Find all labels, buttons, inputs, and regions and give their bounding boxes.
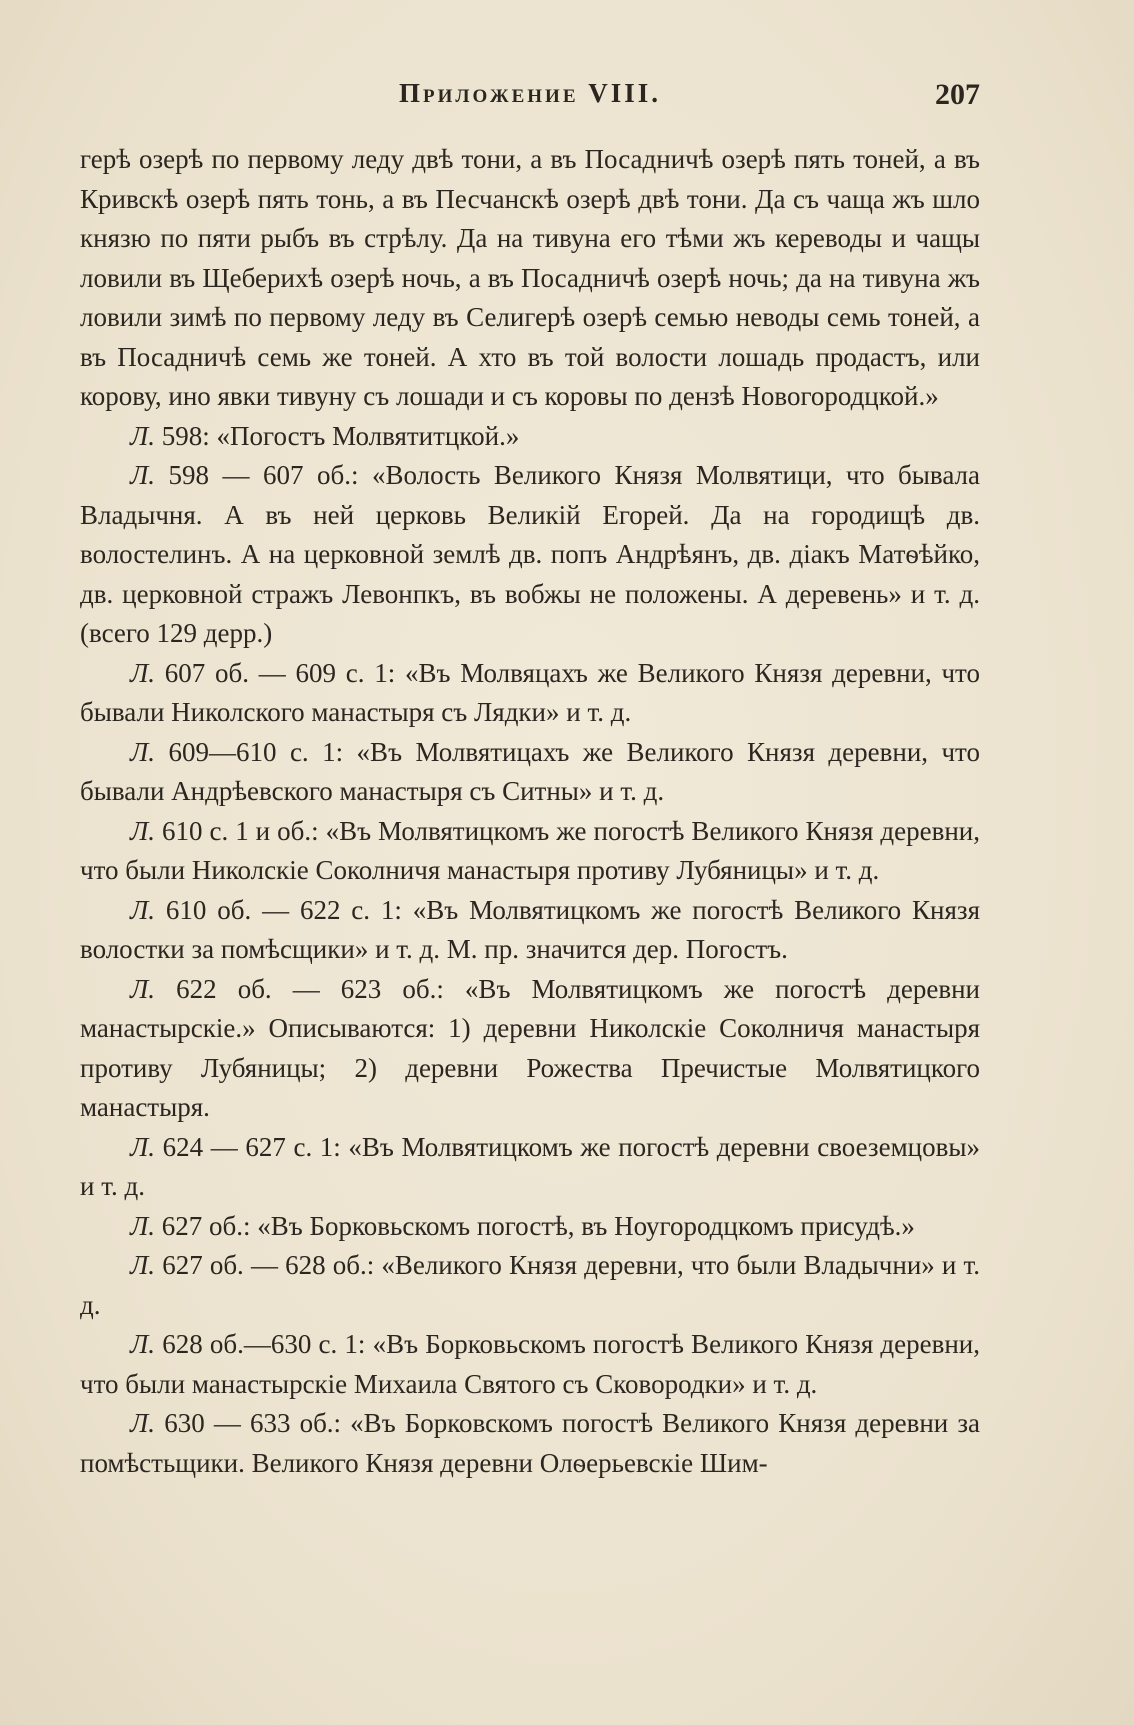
paragraph-text: 627 об.: «Въ Борковьскомъ погостѣ, въ Ноугородцкомъ присудѣ.» [161,1210,915,1241]
paragraph [80,1325,980,1404]
paragraph-text: 622 об. — 623 об.: «Въ Молвятицкомъ же погостѣ деревни манастырскіе.» Описываются: 1) деревни Николскіе Соколничя манастыря противу Лубяницы; 2) деревни Рожества Пречистые Молвятицкого манастыря. [80,973,981,1122]
leaf-reference: Л. [130,657,156,688]
page-number: 207 [935,78,980,111]
leaf-reference: Л. [130,973,156,1004]
paragraph-text: герѣ озерѣ по первому леду двѣ тони, а въ Посадничѣ озерѣ пять тоней, а въ Кривскѣ озерѣ пять тонь, а въ Песчанскѣ озерѣ двѣ тони. Да съ чаща жъ шло князю по пяти рыбъ въ стрѣлу. Да на тивуна его тѣми жъ кереводы и чащы ловили въ Щеберихѣ озерѣ ночь, а въ Посадничѣ озерѣ ночь; да на тивуна жъ ловили зимѣ по первому леду въ Селигерѣ озерѣ семью неводы семь тоней, а въ Посадничѣ семь же тоней. А хто въ той волости лошадь продастъ, или корову, ино явки тивуну съ лошади и съ коровы по дензѣ Новогородцкой.» [80,144,980,411]
paragraph-text: 598: «Погостъ Молвятитцкой.» [161,420,520,451]
paragraph [80,140,980,417]
paragraph-text: 610 с. 1 и об.: «Въ Молвятицкомъ же погостѣ Великого Князя деревни, что были Николскіе Соколничя манастыря противу Лубяницы» и т. д. [80,815,981,885]
leaf-reference: Л. [130,1329,156,1359]
paragraph-text: 627 об. — 628 об.: «Великого Князя деревни, что были Владычни» и т. д. [80,1250,981,1320]
paragraph [80,891,980,970]
leaf-reference: Л. [130,1210,156,1241]
paragraph [80,654,980,733]
paragraph [80,456,980,654]
running-title: Приложение VIII. [398,78,662,108]
paragraph [80,1207,980,1247]
paragraph-text: 628 об.—630 с. 1: «Въ Борковьскомъ погостѣ Великого Князя деревни, что были манастырскіе Михаила Святого съ Сковородки» и т. д. [80,1329,981,1399]
paragraph [80,1404,980,1483]
paragraph-text: 630 — 633 об.: «Въ Борковскомъ погостѣ Великого Князя деревни за помѣстьщики. Великого Князя деревни Олѳерьевскіе Шим- [80,1408,981,1478]
leaf-reference: Л. [130,1131,156,1162]
leaf-reference: Л. [130,894,156,925]
paragraph [80,417,980,457]
paragraph [80,970,980,1128]
body-text [80,140,980,1483]
paragraph [80,812,980,891]
paragraph [80,1246,980,1325]
paragraph-text: 598 — 607 об.: «Волость Великого Князя Молвятици, что бывала Владычня. А въ ней церковь Великій Егорей. Да на городищѣ дв. волостелинъ. А на церковной землѣ дв. попъ Андрѣянъ, дв. діакъ Матѳѣйко, дв. церковной стражъ Левонпкъ, въ вобжы не положены. А деревень» и т. д. (всего 129 дерр.) [80,460,981,648]
leaf-reference: Л. [130,1408,156,1438]
paragraph-text: 609—610 с. 1: «Въ Молвятицахъ же Великого Князя деревни, что бывали Андрѣевского манастыря съ Ситны» и т. д. [80,736,980,806]
paragraph [80,1128,980,1207]
paragraph-text: 624 — 627 с. 1: «Въ Молвятицкомъ же погостѣ деревни своеземцовы» и т. д. [80,1131,980,1201]
leaf-reference: Л. [130,736,156,767]
running-head [80,78,980,118]
leaf-reference: Л. [130,815,156,846]
leaf-reference: Л. [130,460,156,490]
leaf-reference: Л. [130,1250,156,1280]
paragraph-text: 607 об. — 609 с. 1: «Въ Молвяцахъ же Великого Князя деревни, что бывали Николского манастыря съ Лядки» и т. д. [80,657,980,727]
paragraph [80,733,980,812]
paragraph-text: 610 об. — 622 с. 1: «Въ Молвятицкомъ же погостѣ Великого Князя волостки за помѣсщики» и т. д. М. пр. значится дер. Погостъ. [80,894,980,964]
leaf-reference: Л. [130,420,156,451]
